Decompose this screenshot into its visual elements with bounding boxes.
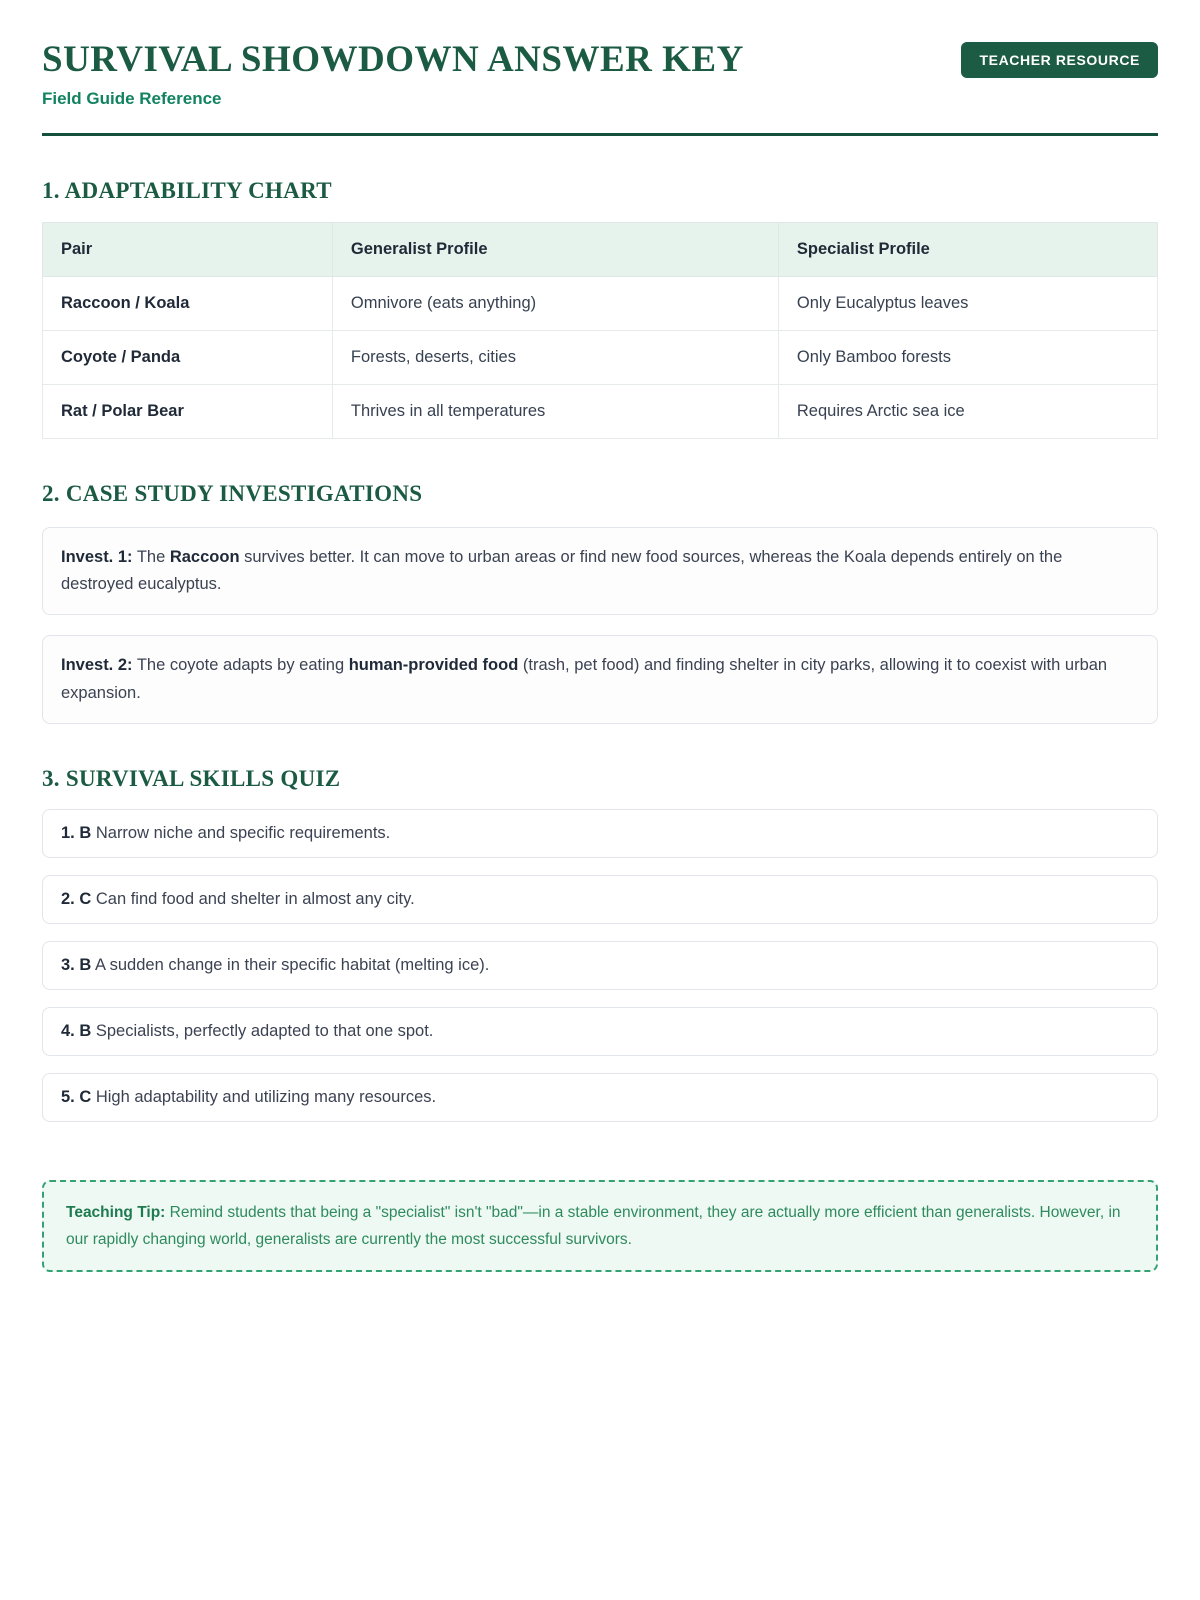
page-header: [42, 38, 1158, 109]
quiz-answer-3: [42, 941, 1158, 990]
page-subtitle: Field Guide Reference: [42, 89, 222, 108]
section-heading-quiz: 3. SURVIVAL SKILLS QUIZ: [42, 765, 341, 791]
quiz-answer-text: High adaptability and utilizing many resources.: [91, 1087, 437, 1106]
page-title: SURVIVAL SHOWDOWN ANSWER KEY: [42, 39, 744, 80]
table-header-pair: Pair: [43, 223, 333, 277]
table-row: [43, 385, 1158, 439]
quiz-answer-1: [42, 809, 1158, 858]
table-cell-pair: Raccoon / Koala: [43, 277, 333, 331]
table-cell-generalist: Forests, deserts, cities: [332, 331, 778, 385]
table-cell-generalist: Thrives in all temperatures: [332, 385, 778, 439]
investigation-bold-term: human-provided food: [348, 656, 519, 675]
quiz-answer-prefix: 3. B: [61, 955, 92, 974]
adaptability-table: [42, 222, 1158, 439]
table-cell-generalist: Omnivore (eats anything): [332, 277, 778, 331]
table-header-generalist: Generalist Profile: [332, 223, 778, 277]
investigation-text: The: [132, 548, 170, 566]
quiz-answer-list: [42, 809, 1158, 1122]
table-body: [43, 277, 1158, 439]
quiz-answer-5: [42, 1073, 1158, 1122]
header-divider: [42, 133, 1158, 136]
table-head: [43, 223, 1158, 277]
quiz-answer-text: Narrow niche and specific requirements.: [91, 823, 391, 842]
investigation-text: (trash, pet food) and finding shelter in city parks, allowing it to coexist with urban expansion.: [61, 656, 1108, 702]
quiz-answer-text: Can find food and shelter in almost any city.: [91, 889, 415, 908]
table-cell-pair: Coyote / Panda: [43, 331, 333, 385]
table-cell-specialist: Requires Arctic sea ice: [778, 385, 1157, 439]
investigation-bold-term: Raccoon: [169, 548, 240, 566]
investigation-label: Invest. 2:: [61, 656, 133, 675]
table-header-row: [43, 223, 1158, 277]
quiz-answer-prefix: 5. C: [61, 1087, 92, 1106]
table-row: [43, 331, 1158, 385]
quiz-answer-prefix: 4. B: [61, 1021, 92, 1040]
quiz-answer-text: Specialists, perfectly adapted to that one spot.: [91, 1021, 434, 1040]
table-row: [43, 277, 1158, 331]
investigation-label: Invest. 1:: [61, 548, 133, 566]
section-heading-case-studies: 2. CASE STUDY INVESTIGATIONS: [42, 481, 423, 506]
investigation-box-1: [42, 527, 1158, 615]
quiz-answer-2: [42, 875, 1158, 924]
investigation-box-2: [42, 635, 1158, 723]
teaching-tip-box: [42, 1180, 1158, 1272]
section-heading-adaptability-chart: 1. ADAPTABILITY CHART: [42, 178, 332, 203]
teaching-tip-label: Teaching Tip:: [66, 1203, 166, 1221]
investigation-text: survives better. It can move to urban areas or find new food sources, whereas the Koala depends entirely on the destroyed eucalyptus.: [61, 548, 1063, 594]
quiz-answer-prefix: 1. B: [61, 823, 92, 842]
quiz-answer-prefix: 2. C: [61, 889, 92, 908]
teaching-tip-text: Remind students that being a "specialist" isn't "bad"—in a stable environment, they are actually more efficient than generalists. However, in our rapidly changing world, generalists are currently the most successful survivors.: [66, 1203, 1121, 1248]
table-cell-specialist: Only Eucalyptus leaves: [778, 277, 1157, 331]
quiz-answer-text: A sudden change in their specific habitat (melting ice).: [91, 955, 490, 974]
table-cell-specialist: Only Bamboo forests: [778, 331, 1157, 385]
investigation-text: The coyote adapts by eating: [132, 656, 349, 675]
header-text-block: [42, 38, 744, 109]
quiz-answer-4: [42, 1007, 1158, 1056]
teacher-resource-badge: TEACHER RESOURCE: [961, 42, 1158, 78]
table-cell-pair: Rat / Polar Bear: [43, 385, 333, 439]
table-header-specialist: Specialist Profile: [778, 223, 1157, 277]
